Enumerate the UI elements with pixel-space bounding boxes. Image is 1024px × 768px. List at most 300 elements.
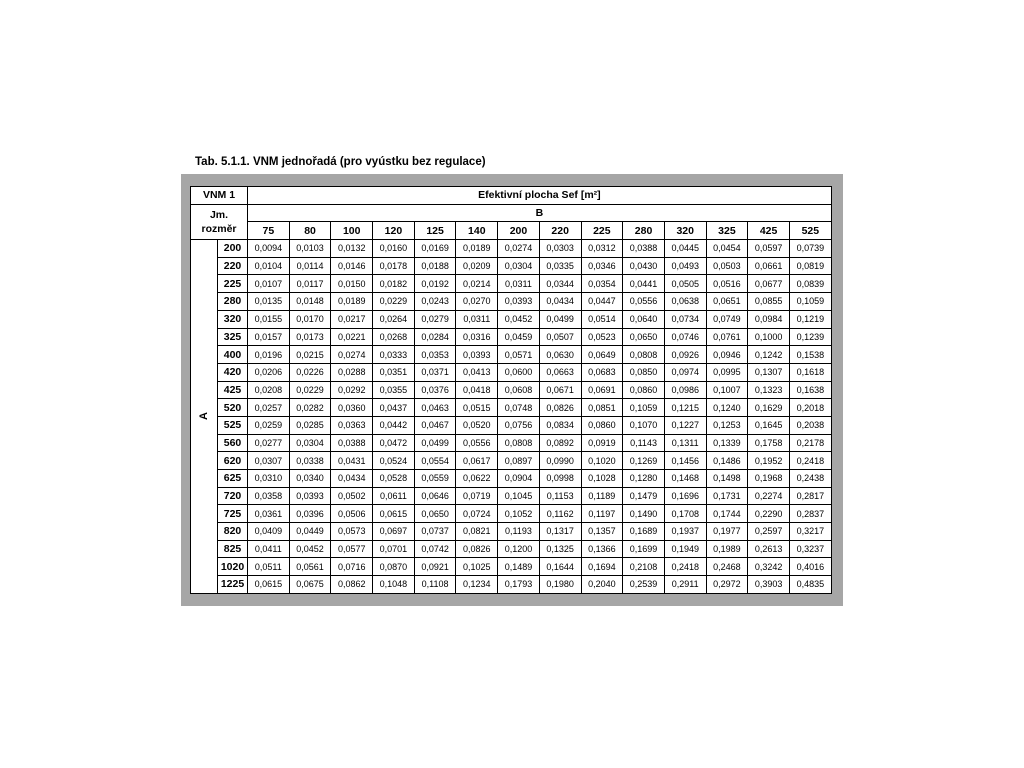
value-cell: 0,0182: [373, 275, 415, 293]
table-row: [191, 310, 832, 328]
value-cell: 0,2837: [789, 505, 831, 523]
table-row: [191, 558, 832, 576]
value-cell: 0,0561: [289, 558, 331, 576]
value-cell: 0,2018: [789, 399, 831, 417]
value-cell: 0,1028: [581, 470, 623, 488]
value-cell: 0,1323: [748, 381, 790, 399]
value-cell: 0,0104: [248, 257, 290, 275]
table-body: [191, 240, 832, 594]
value-cell: 0,1468: [664, 470, 706, 488]
value-cell: 0,0274: [331, 346, 373, 364]
value-cell: 0,0393: [289, 487, 331, 505]
value-cell: 0,0611: [373, 487, 415, 505]
table-row: [191, 540, 832, 558]
value-cell: 0,0333: [373, 346, 415, 364]
value-cell: 0,0418: [456, 381, 498, 399]
corner-label: VNM 1: [191, 187, 248, 205]
value-cell: 0,0467: [414, 416, 456, 434]
value-cell: 0,1240: [706, 399, 748, 417]
table-caption: Tab. 5.1.1. VNM jednořadá (pro vyústku bez regulace): [195, 156, 486, 168]
value-cell: 0,0600: [498, 363, 540, 381]
value-cell: 0,0499: [414, 434, 456, 452]
a-value-cell: 200: [218, 240, 248, 258]
value-cell: 0,0661: [748, 257, 790, 275]
b-header-cell: 200: [498, 222, 540, 240]
value-cell: 0,1498: [706, 470, 748, 488]
value-cell: 0,0259: [248, 416, 290, 434]
value-cell: 0,0998: [539, 470, 581, 488]
table-row: [191, 487, 832, 505]
value-cell: 0,1339: [706, 434, 748, 452]
value-cell: 0,0946: [706, 346, 748, 364]
value-cell: 0,1949: [664, 540, 706, 558]
value-cell: 0,0808: [498, 434, 540, 452]
size-label: [191, 204, 248, 239]
value-cell: 0,0677: [748, 275, 790, 293]
b-header-cell: 320: [664, 222, 706, 240]
value-cell: 0,3237: [789, 540, 831, 558]
value-cell: 0,3217: [789, 523, 831, 541]
value-cell: 0,1696: [664, 487, 706, 505]
value-cell: 0,2274: [748, 487, 790, 505]
value-cell: 0,2972: [706, 576, 748, 594]
value-cell: 0,1197: [581, 505, 623, 523]
value-cell: 0,0208: [248, 381, 290, 399]
value-cell: 0,0447: [581, 293, 623, 311]
a-value-cell: 620: [218, 452, 248, 470]
a-value-cell: 820: [218, 523, 248, 541]
value-cell: 0,2038: [789, 416, 831, 434]
value-cell: 0,0646: [414, 487, 456, 505]
value-cell: 0,0170: [289, 310, 331, 328]
value-cell: 0,1108: [414, 576, 456, 594]
value-cell: 0,0396: [289, 505, 331, 523]
value-cell: 0,0834: [539, 416, 581, 434]
value-cell: 0,1645: [748, 416, 790, 434]
value-cell: 0,0986: [664, 381, 706, 399]
value-cell: 0,0756: [498, 416, 540, 434]
value-cell: 0,0150: [331, 275, 373, 293]
value-cell: 0,0431: [331, 452, 373, 470]
value-cell: 0,1977: [706, 523, 748, 541]
value-cell: 0,1744: [706, 505, 748, 523]
value-cell: 0,0335: [539, 257, 581, 275]
value-cell: 0,0454: [706, 240, 748, 258]
a-value-cell: 625: [218, 470, 248, 488]
value-cell: 0,0499: [539, 310, 581, 328]
value-cell: 0,0851: [581, 399, 623, 417]
value-cell: 0,0919: [581, 434, 623, 452]
value-cell: 0,0393: [498, 293, 540, 311]
value-cell: 0,1311: [664, 434, 706, 452]
value-cell: 0,0520: [456, 416, 498, 434]
value-cell: 0,0571: [498, 346, 540, 364]
value-cell: 0,0388: [331, 434, 373, 452]
value-cell: 0,1025: [456, 558, 498, 576]
value-cell: 0,0984: [748, 310, 790, 328]
value-cell: 0,0107: [248, 275, 290, 293]
value-cell: 0,0663: [539, 363, 581, 381]
value-cell: 0,0990: [539, 452, 581, 470]
table-row: [191, 399, 832, 417]
value-cell: 0,3903: [748, 576, 790, 594]
value-cell: 0,0284: [414, 328, 456, 346]
value-cell: 0,0304: [289, 434, 331, 452]
value-cell: 0,0169: [414, 240, 456, 258]
value-cell: 0,0622: [456, 470, 498, 488]
value-cell: 0,0243: [414, 293, 456, 311]
a-value-cell: 420: [218, 363, 248, 381]
value-cell: 0,0523: [581, 328, 623, 346]
value-cell: 0,1234: [456, 576, 498, 594]
value-cell: 0,0277: [248, 434, 290, 452]
value-cell: 0,0675: [289, 576, 331, 594]
value-cell: 0,0734: [664, 310, 706, 328]
value-cell: 0,0388: [623, 240, 665, 258]
value-cell: 0,0354: [581, 275, 623, 293]
value-cell: 0,0671: [539, 381, 581, 399]
value-cell: 0,0839: [789, 275, 831, 293]
value-cell: 0,1007: [706, 381, 748, 399]
value-cell: 0,0376: [414, 381, 456, 399]
value-cell: 0,0188: [414, 257, 456, 275]
b-header-cell: 80: [289, 222, 331, 240]
value-cell: 0,0117: [289, 275, 331, 293]
value-cell: 0,0160: [373, 240, 415, 258]
value-cell: 0,0821: [456, 523, 498, 541]
value-cell: 0,1070: [623, 416, 665, 434]
value-cell: 0,0472: [373, 434, 415, 452]
value-cell: 0,2613: [748, 540, 790, 558]
value-cell: 0,0826: [539, 399, 581, 417]
value-cell: 0,4016: [789, 558, 831, 576]
value-cell: 0,0344: [539, 275, 581, 293]
size-label-line2: rozměr: [201, 222, 237, 235]
value-cell: 0,1793: [498, 576, 540, 594]
value-cell: 0,0515: [456, 399, 498, 417]
value-cell: 0,0449: [289, 523, 331, 541]
value-cell: 0,0340: [289, 470, 331, 488]
table-row: [191, 328, 832, 346]
value-cell: 0,1456: [664, 452, 706, 470]
value-cell: 0,1357: [581, 523, 623, 541]
value-cell: 0,1048: [373, 576, 415, 594]
value-cell: 0,0719: [456, 487, 498, 505]
value-cell: 0,0264: [373, 310, 415, 328]
table-row: [191, 452, 832, 470]
value-cell: 0,0441: [623, 275, 665, 293]
value-cell: 0,1952: [748, 452, 790, 470]
value-cell: 0,0311: [456, 310, 498, 328]
value-cell: 0,0358: [248, 487, 290, 505]
value-cell: 0,0556: [623, 293, 665, 311]
value-cell: 0,0904: [498, 470, 540, 488]
value-cell: 0,1699: [623, 540, 665, 558]
value-cell: 0,1486: [706, 452, 748, 470]
value-cell: 0,0215: [289, 346, 331, 364]
b-header-cell: 220: [539, 222, 581, 240]
table-row: [191, 381, 832, 399]
table-row: [191, 293, 832, 311]
value-cell: 0,0808: [623, 346, 665, 364]
header-title: Efektivní plocha Sef [m²]: [248, 187, 832, 205]
a-value-cell: 425: [218, 381, 248, 399]
value-cell: 0,1989: [706, 540, 748, 558]
value-cell: 0,1189: [581, 487, 623, 505]
value-cell: 0,0189: [331, 293, 373, 311]
value-cell: 0,0270: [456, 293, 498, 311]
a-value-cell: 280: [218, 293, 248, 311]
a-value-cell: 525: [218, 416, 248, 434]
value-cell: 0,3242: [748, 558, 790, 576]
value-cell: 0,0229: [289, 381, 331, 399]
value-cell: 0,0452: [289, 540, 331, 558]
value-cell: 0,0608: [498, 381, 540, 399]
value-cell: 0,0312: [581, 240, 623, 258]
value-cell: 0,0617: [456, 452, 498, 470]
value-cell: 0,0577: [331, 540, 373, 558]
b-header-cell: 525: [789, 222, 831, 240]
value-cell: 0,2597: [748, 523, 790, 541]
value-cell: 0,1758: [748, 434, 790, 452]
value-cell: 0,0746: [664, 328, 706, 346]
value-cell: 0,0303: [539, 240, 581, 258]
value-cell: 0,0114: [289, 257, 331, 275]
value-cell: 0,0146: [331, 257, 373, 275]
a-value-cell: 325: [218, 328, 248, 346]
value-cell: 0,0724: [456, 505, 498, 523]
value-cell: 0,1538: [789, 346, 831, 364]
value-cell: 0,0826: [456, 540, 498, 558]
table-row: [191, 523, 832, 541]
value-cell: 0,0737: [414, 523, 456, 541]
value-cell: 0,1307: [748, 363, 790, 381]
a-value-cell: 400: [218, 346, 248, 364]
value-cell: 0,0528: [373, 470, 415, 488]
b-header-cell: 225: [581, 222, 623, 240]
value-cell: 0,0502: [331, 487, 373, 505]
value-cell: 0,1193: [498, 523, 540, 541]
value-cell: 0,2108: [623, 558, 665, 576]
value-cell: 0,1059: [623, 399, 665, 417]
value-cell: 0,0739: [789, 240, 831, 258]
value-cell: 0,0995: [706, 363, 748, 381]
value-cell: 0,1317: [539, 523, 581, 541]
value-cell: 0,2539: [623, 576, 665, 594]
value-cell: 0,0351: [373, 363, 415, 381]
value-cell: 0,0206: [248, 363, 290, 381]
value-cell: 0,1968: [748, 470, 790, 488]
value-cell: 0,1479: [623, 487, 665, 505]
value-cell: 0,0554: [414, 452, 456, 470]
value-cell: 0,0285: [289, 416, 331, 434]
value-cell: 0,1269: [623, 452, 665, 470]
value-cell: 0,2911: [664, 576, 706, 594]
value-cell: 0,0701: [373, 540, 415, 558]
value-cell: 0,1694: [581, 558, 623, 576]
value-cell: 0,0282: [289, 399, 331, 417]
value-cell: 0,1280: [623, 470, 665, 488]
value-cell: 0,1253: [706, 416, 748, 434]
value-cell: 0,1162: [539, 505, 581, 523]
a-value-cell: 560: [218, 434, 248, 452]
table-row: [191, 470, 832, 488]
value-cell: 0,0363: [331, 416, 373, 434]
value-cell: 0,0507: [539, 328, 581, 346]
value-cell: 0,1489: [498, 558, 540, 576]
b-header-cell: 280: [623, 222, 665, 240]
value-cell: 0,0338: [289, 452, 331, 470]
b-header-cell: 125: [414, 222, 456, 240]
value-cell: 0,0748: [498, 399, 540, 417]
table-row: [191, 346, 832, 364]
value-cell: 0,0516: [706, 275, 748, 293]
value-cell: 0,0463: [414, 399, 456, 417]
value-cell: 0,0132: [331, 240, 373, 258]
value-cell: 0,0892: [539, 434, 581, 452]
value-cell: 0,0393: [456, 346, 498, 364]
value-cell: 0,1708: [664, 505, 706, 523]
value-cell: 0,0630: [539, 346, 581, 364]
value-cell: 0,0511: [248, 558, 290, 576]
value-cell: 0,1689: [623, 523, 665, 541]
value-cell: 0,0650: [623, 328, 665, 346]
value-cell: 0,0430: [623, 257, 665, 275]
value-cell: 0,0279: [414, 310, 456, 328]
a-value-cell: 725: [218, 505, 248, 523]
a-axis-label: [191, 240, 218, 594]
value-cell: 0,0434: [331, 470, 373, 488]
value-cell: 0,0148: [289, 293, 331, 311]
value-cell: 0,0850: [623, 363, 665, 381]
value-cell: 0,1644: [539, 558, 581, 576]
value-cell: 0,1059: [789, 293, 831, 311]
value-cell: 0,0178: [373, 257, 415, 275]
value-cell: 0,0691: [581, 381, 623, 399]
value-cell: 0,1239: [789, 328, 831, 346]
table-row: [191, 363, 832, 381]
b-axis-label: B: [248, 204, 832, 222]
value-cell: 0,1242: [748, 346, 790, 364]
value-cell: 0,1215: [664, 399, 706, 417]
value-cell: 0,0921: [414, 558, 456, 576]
value-cell: 0,0697: [373, 523, 415, 541]
value-cell: 0,1219: [789, 310, 831, 328]
value-cell: 0,0855: [748, 293, 790, 311]
value-cell: 0,0445: [664, 240, 706, 258]
value-cell: 0,0274: [498, 240, 540, 258]
value-cell: 0,1980: [539, 576, 581, 594]
size-label-line1: Jm.: [209, 208, 229, 221]
value-cell: 0,0221: [331, 328, 373, 346]
value-cell: 0,0346: [581, 257, 623, 275]
a-value-cell: 720: [218, 487, 248, 505]
b-header-cell: 120: [373, 222, 415, 240]
value-cell: 0,1227: [664, 416, 706, 434]
value-cell: 0,0819: [789, 257, 831, 275]
table-row: [191, 505, 832, 523]
value-cell: 0,2438: [789, 470, 831, 488]
value-cell: 0,0573: [331, 523, 373, 541]
value-cell: 0,0761: [706, 328, 748, 346]
value-cell: 0,0155: [248, 310, 290, 328]
value-cell: 0,0226: [289, 363, 331, 381]
table-row: [191, 576, 832, 594]
value-cell: 0,0615: [248, 576, 290, 594]
table-row: [191, 240, 832, 258]
value-cell: 0,0094: [248, 240, 290, 258]
value-cell: 0,0897: [498, 452, 540, 470]
value-cell: 0,1490: [623, 505, 665, 523]
value-cell: 0,2040: [581, 576, 623, 594]
value-cell: 0,0307: [248, 452, 290, 470]
value-cell: 0,1000: [748, 328, 790, 346]
value-cell: 0,1618: [789, 363, 831, 381]
value-cell: 0,0304: [498, 257, 540, 275]
value-cell: 0,0506: [331, 505, 373, 523]
value-cell: 0,1020: [581, 452, 623, 470]
value-cell: 0,0311: [498, 275, 540, 293]
value-cell: 0,0411: [248, 540, 290, 558]
a-value-cell: 1225: [218, 576, 248, 594]
value-cell: 0,0360: [331, 399, 373, 417]
value-cell: 0,0683: [581, 363, 623, 381]
value-cell: 0,0103: [289, 240, 331, 258]
value-cell: 0,0434: [539, 293, 581, 311]
value-cell: 0,0505: [664, 275, 706, 293]
table-row: [191, 257, 832, 275]
value-cell: 0,2817: [789, 487, 831, 505]
value-cell: 0,1366: [581, 540, 623, 558]
value-cell: 0,0870: [373, 558, 415, 576]
value-cell: 0,0503: [706, 257, 748, 275]
value-cell: 0,1200: [498, 540, 540, 558]
value-cell: 0,0292: [331, 381, 373, 399]
value-cell: 0,1052: [498, 505, 540, 523]
value-cell: 0,2178: [789, 434, 831, 452]
b-values-header: [191, 222, 832, 240]
value-cell: 0,0597: [748, 240, 790, 258]
b-header-cell: 425: [748, 222, 790, 240]
value-cell: 0,0209: [456, 257, 498, 275]
value-cell: 0,0860: [623, 381, 665, 399]
value-cell: 0,0217: [331, 310, 373, 328]
a-value-cell: 1020: [218, 558, 248, 576]
a-axis-label-text: A: [197, 412, 210, 421]
a-value-cell: 520: [218, 399, 248, 417]
value-cell: 0,0157: [248, 328, 290, 346]
value-cell: 0,0749: [706, 310, 748, 328]
value-cell: 0,0862: [331, 576, 373, 594]
value-cell: 0,1638: [789, 381, 831, 399]
value-cell: 0,0615: [373, 505, 415, 523]
value-cell: 0,0361: [248, 505, 290, 523]
a-value-cell: 220: [218, 257, 248, 275]
value-cell: 0,2418: [789, 452, 831, 470]
value-cell: 0,1143: [623, 434, 665, 452]
table-row: [191, 275, 832, 293]
value-cell: 0,0556: [456, 434, 498, 452]
value-cell: 0,0257: [248, 399, 290, 417]
value-cell: 0,0268: [373, 328, 415, 346]
a-value-cell: 320: [218, 310, 248, 328]
value-cell: 0,1937: [664, 523, 706, 541]
value-cell: 0,0353: [414, 346, 456, 364]
value-cell: 0,0310: [248, 470, 290, 488]
value-cell: 0,0493: [664, 257, 706, 275]
value-cell: 0,0437: [373, 399, 415, 417]
b-header-cell: 75: [248, 222, 290, 240]
